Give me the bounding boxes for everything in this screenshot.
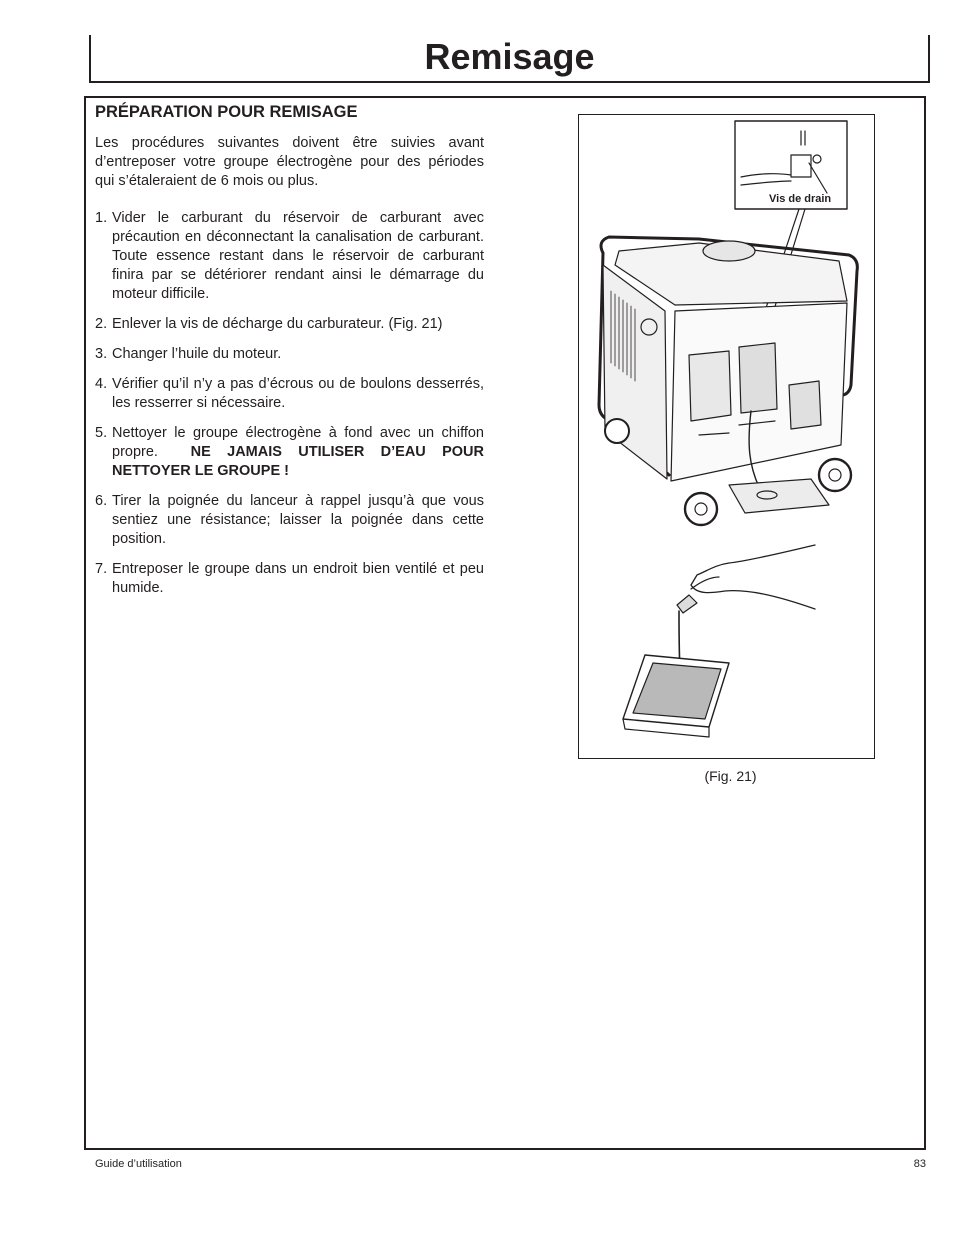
generator-drain-illustration: [579, 115, 873, 757]
list-item: [95, 375, 484, 413]
step-text: Nettoyer le groupe électrogène à fond avec un chiffon propre.: [112, 425, 484, 460]
list-item: [95, 492, 484, 549]
step-text: Vérifier qu’il n’y a pas d’écrous ou de boulons desserrés, les resserrer si nécessaire.: [112, 376, 484, 411]
list-item: [95, 345, 484, 364]
drain-tray: [729, 479, 829, 513]
list-item: [95, 315, 484, 334]
warning-text: NE JAMAIS UTILISER D’EAU POUR NETTOYER LE GROUPE !: [112, 444, 484, 479]
figure-frame: [578, 114, 875, 759]
air-filter: [789, 381, 821, 429]
step-text: Tirer la poignée du lanceur à rappel jusqu’à que vous sentiez une résistance; laisser la poignée dans cette position.: [112, 493, 484, 547]
intro-paragraph: Les procédures suivantes doivent être suivies avant d’entreposer votre groupe électrogène pour des périodes qui s’étaleraient de 6 mois ou plus.: [95, 135, 484, 189]
step-number: 7.: [95, 561, 108, 577]
step-number: 1.: [95, 210, 108, 226]
list-item: [95, 560, 484, 598]
wheel-icon: [685, 493, 717, 525]
step-text: Enlever la vis de décharge du carburateur. (Fig. 21): [112, 316, 443, 332]
callout-label: Vis de drain: [769, 193, 832, 205]
figure-caption: (Fig. 21): [704, 768, 757, 784]
step-number: 3.: [95, 346, 108, 362]
page-number: 83: [913, 1158, 926, 1170]
step-number: 2.: [95, 316, 108, 332]
wheel-icon: [819, 459, 851, 491]
step-text: Changer l’huile du moteur.: [112, 346, 282, 362]
step-number: 5.: [95, 425, 108, 441]
hand-icon: [691, 545, 815, 609]
page-title: Remisage: [424, 36, 595, 77]
section-heading: PRÉPARATION POUR REMISAGE: [95, 103, 358, 121]
step-text: Vider le carburant du réservoir de carburant avec précaution en déconnectant la canalisation de carburant. Toute essence restant dans le réservoir de carburant finira par se détériorer rendant ainsi le démarrage du moteur difficile.: [112, 210, 484, 302]
footer-document-title: Guide d’utilisation: [95, 1158, 182, 1170]
step-text: Entreposer le groupe dans un endroit bien ventilé et peu humide.: [112, 561, 484, 596]
oil-bottle-icon: [677, 595, 697, 613]
wheel-icon: [605, 419, 629, 443]
step-number: 6.: [95, 493, 108, 509]
engine-block: [689, 351, 731, 421]
carburetor: [739, 343, 777, 413]
list-item: [95, 209, 484, 304]
list-item: [95, 424, 484, 481]
page-title-box: [89, 35, 930, 83]
step-number: 4.: [95, 376, 108, 392]
steps-list: [95, 209, 484, 609]
fuel-cap-icon: [703, 241, 755, 261]
